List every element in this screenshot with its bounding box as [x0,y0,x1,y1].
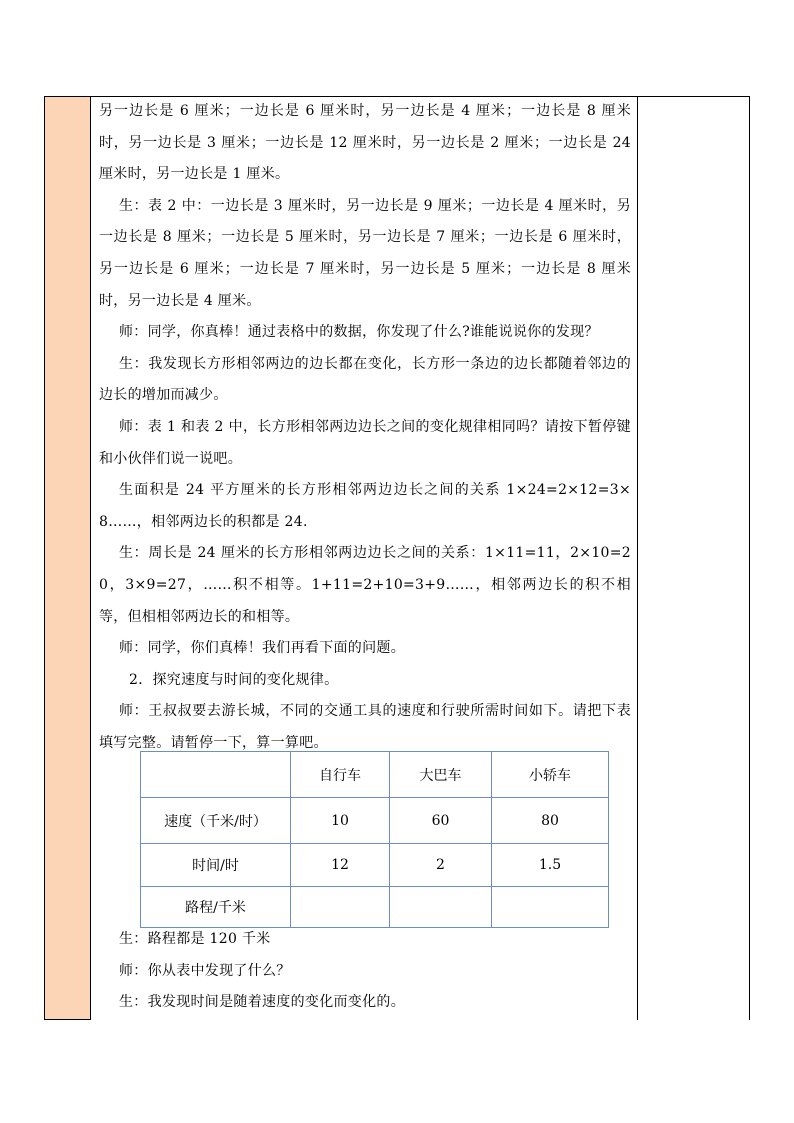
table-cell: 60 [390,798,492,844]
speed-time-table [140,751,609,928]
table-cell-empty [492,887,609,928]
paragraph: 生：表 2 中：一边长是 3 厘米时，另一边长是 9 厘米；一边长是 4 厘米时，另一边长是 8 厘米；一边长是 5 厘米时，另一边长是 7 厘米；一边长是 6 厘米时，另一边长是 6 厘米；一边长是 7 厘米时，另一边长是 5 厘米；一边长是 8 厘米时，另一边长是 4 厘米。 [99,197,631,309]
paragraph: 生：周长是 24 厘米的长方形相邻两边边长之间的关系：1×11=11，2×10=20，3×9=27，……积不相等。1+11=2+10=3+9……，相邻两边长的积不相等，但相相邻两边长的和相等。 [99,545,631,625]
section-heading: 2．探究速度与时间的变化规律。 [129,671,339,688]
paragraph: 师：同学，你真棒！通过表格中的数据，你发现了什么?谁能说说你的发现？ [119,324,599,341]
paragraph: 生面积是 24 平方厘米的长方形相邻两边边长之间的关系 1×24=2×12=3×8……，相邻两边长的积都是 24. [99,482,631,530]
table-row [141,798,609,844]
table-cell: 12 [291,844,390,887]
table-header-row [141,752,609,798]
table-header-cell: 自行车 [291,752,390,798]
table-cell: 2 [390,844,492,887]
row-label: 路程/千米 [141,887,291,928]
paragraph: 师：你从表中发现了什么？ [119,962,291,979]
lesson-content [99,96,631,759]
table-bottom-border [44,1019,91,1020]
table-cell: 80 [492,798,609,844]
table-cell: 1.5 [492,844,609,887]
paragraph: 生：我发现长方形相邻两边的边长都在变化，长方形一条边的边长都随着邻边的边长的增加而减少。 [99,355,631,404]
lesson-content-bottom [99,924,631,1019]
paragraph: 师：表 1 和表 2 中，长方形相邻两边边长之间的变化规律相同吗？请按下暂停键和小伙伴们说一说吧。 [99,418,631,467]
paragraph: 师：同学，你们真棒！我们再看下面的问题。 [119,640,405,657]
paragraph: 师：王叔叔要去游长城，不同的交通工具的速度和行驶所需时间如下。请把下表填写完整。请暂停一下，算一算吧。 [99,703,631,751]
row-label: 速度（千米/时） [141,798,291,844]
table-header-cell: 小轿车 [492,752,609,798]
column-divider [637,96,638,1020]
table-cell-empty [291,887,390,928]
table-cell: 10 [291,798,390,844]
paragraph: 另一边长是 6 厘米；一边长是 6 厘米时，另一边长是 4 厘米；一边长是 8 厘米时，另一边长是 3 厘米；一边长是 12 厘米时，另一边长是 2 厘米；一边长是 24 厘米时，另一边长是 1 厘米。 [99,103,631,183]
table-row [141,844,609,887]
paragraph: 生：路程都是 120 千米 [119,931,271,947]
table-top-border-right [637,96,750,97]
table-header-cell [141,752,291,798]
table-right-border [749,96,750,1020]
left-column-cell [44,96,91,1020]
row-label: 时间/时 [141,844,291,887]
table-cell-empty [390,887,492,928]
table-header-cell: 大巴车 [390,752,492,798]
paragraph: 生：我发现时间是随着速度的变化而变化的。 [119,994,405,1011]
table-row [141,887,609,928]
